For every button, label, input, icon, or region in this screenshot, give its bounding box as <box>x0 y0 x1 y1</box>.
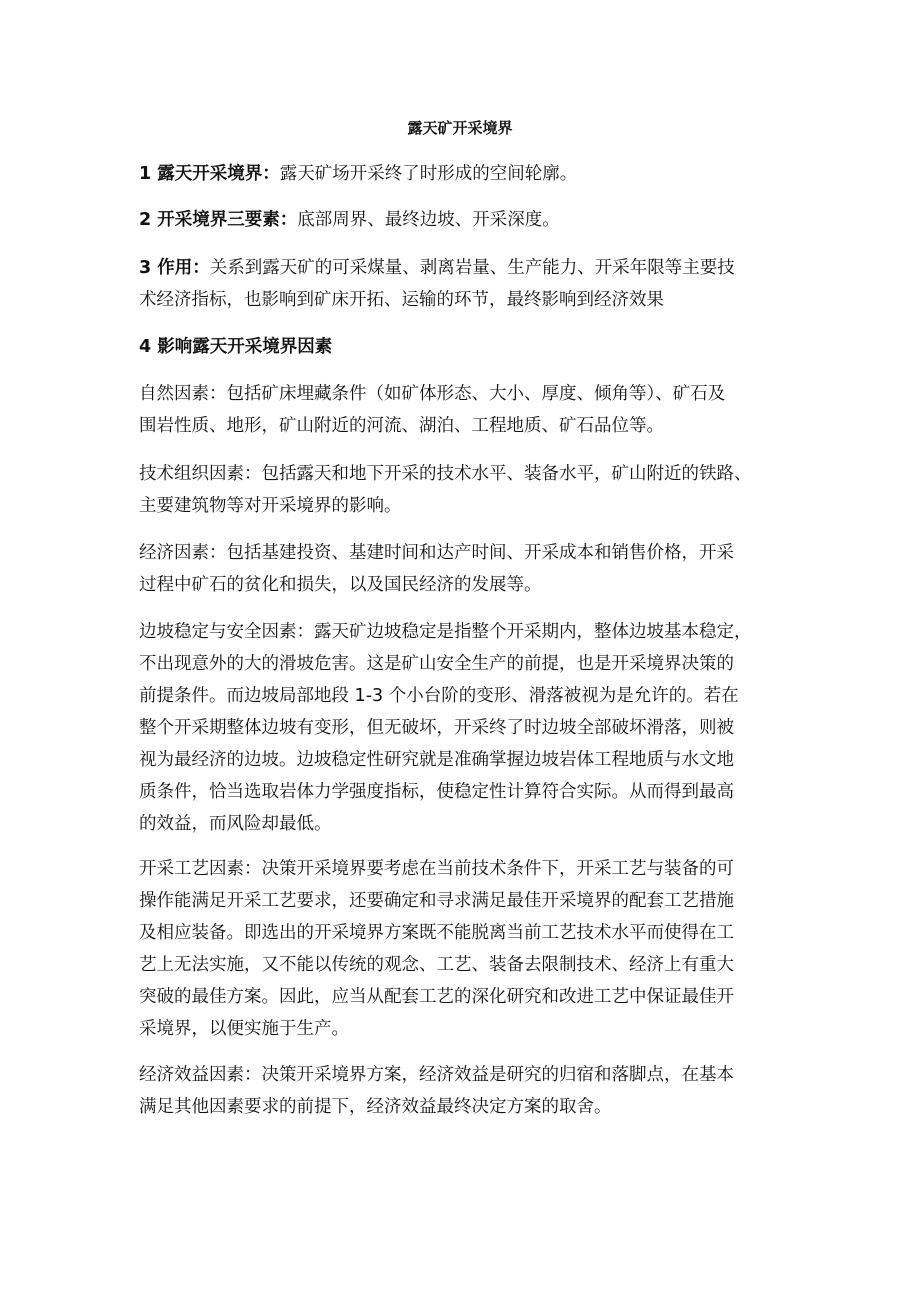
factor-slope-line-1: 边坡稳定与安全因素：露天矿边坡稳定是指整个开采期内，整体边坡基本稳定， <box>139 622 752 642</box>
factor-slope-line-2: 不出现意外的大的滑坡危害。这是矿山安全生产的前提，也是开采境界决策的 <box>139 654 734 674</box>
factor-economic-paragraph <box>139 537 799 601</box>
item-3-label: 3 作用： <box>139 258 210 278</box>
item-1-label: 1 露天开采境界： <box>139 164 280 184</box>
factor-natural-paragraph <box>139 378 799 442</box>
factor-natural-line-2: 围岩性质、地形，矿山附近的河流、湖泊、工程地质、矿石品位等。 <box>139 416 664 436</box>
factor-process-line-6: 采境界，以便实施于生产。 <box>139 1019 349 1039</box>
document-title: 露天矿开采境界 <box>407 119 513 137</box>
item-3-text-line-2: 术经济指标，也影响到矿床开拓、运输的环节，最终影响到经济效果 <box>139 290 664 310</box>
factor-slope-line-7: 的效益，而风险却最低。 <box>139 814 332 834</box>
factor-slope-line-3: 前提条件。而边坡局部地段 1-3 个小台阶的变形、滑落被视为是允许的。若在 <box>139 686 739 706</box>
factor-slope-paragraph <box>139 616 799 840</box>
item-4-label: 4 影响露天开采境界因素 <box>139 337 333 357</box>
factor-process-line-3: 及相应装备。即选出的开采境界方案既不能脱离当前工艺技术水平而使得在工 <box>139 923 734 943</box>
factor-process-line-4: 艺上无法实施，又不能以传统的观念、工艺、装备去限制技术、经济上有重大 <box>139 955 734 975</box>
item-2-paragraph <box>139 204 799 236</box>
factor-technical-line-2: 主要建筑物等对开采境界的影响。 <box>139 496 402 516</box>
factor-process-paragraph <box>139 853 799 1045</box>
item-3-text-line-1: 关系到露天矿的可采煤量、剥离岩量、生产能力、开采年限等主要技 <box>209 258 735 278</box>
factor-process-line-5: 突破的最佳方案。因此，应当从配套工艺的深化研究和改进工艺中保证最佳开 <box>139 987 734 1007</box>
item-1-paragraph <box>139 158 799 190</box>
factor-benefit-line-1: 经济效益因素：决策开采境界方案，经济效益是研究的归宿和落脚点，在基本 <box>139 1065 734 1085</box>
factor-process-line-1: 开采工艺因素：决策开采境界要考虑在当前技术条件下，开采工艺与装备的可 <box>139 859 734 879</box>
factor-benefit-paragraph <box>139 1059 799 1123</box>
item-1-text: 露天矿场开采终了时形成的空间轮廓。 <box>279 164 578 184</box>
factor-technical-paragraph <box>139 458 799 522</box>
factor-technical-line-1: 技术组织因素：包括露天和地下开采的技术水平、装备水平，矿山附近的铁路、 <box>139 464 752 484</box>
factor-economic-line-2: 过程中矿石的贫化和损失，以及国民经济的发展等。 <box>139 575 542 595</box>
item-3-paragraph <box>139 252 799 316</box>
item-2-text: 底部周界、最终边坡、开采深度。 <box>297 210 560 230</box>
factor-slope-line-4: 整个开采期整体边坡有变形，但无破坏，开采终了时边坡全部破坏滑落，则被 <box>139 718 734 738</box>
item-2-label: 2 开采境界三要素： <box>139 210 298 230</box>
factor-economic-line-1: 经济因素：包括基建投资、基建时间和达产时间、开采成本和销售价格，开采 <box>139 543 734 563</box>
factor-process-line-2: 操作能满足开采工艺要求，还要确定和寻求满足最佳开采境界的配套工艺措施 <box>139 891 734 911</box>
factor-benefit-line-2: 满足其他因素要求的前提下，经济效益最终决定方案的取舍。 <box>139 1097 612 1117</box>
factor-slope-line-5: 视为最经济的边坡。边坡稳定性研究就是准确掌握边坡岩体工程地质与水文地 <box>139 750 734 770</box>
factor-slope-line-6: 质条件，恰当选取岩体力学强度指标，使稳定性计算符合实际。从而得到最高 <box>139 782 734 802</box>
factor-natural-line-1: 自然因素：包括矿床埋藏条件（如矿体形态、大小、厚度、倾角等）、矿石及 <box>139 384 726 404</box>
item-4-heading <box>139 331 799 363</box>
